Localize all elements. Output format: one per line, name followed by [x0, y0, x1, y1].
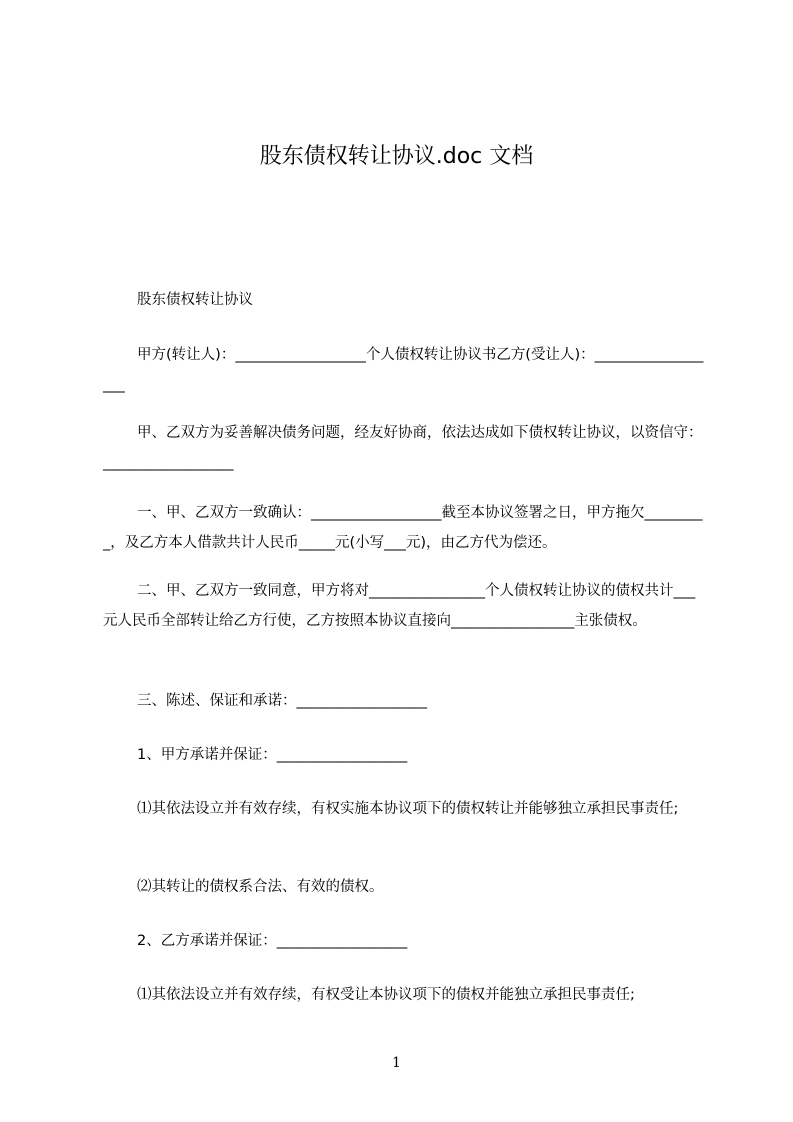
- paragraph-party-b-item-1: ⑴其依法设立并有效存续，有权受让本协议项下的债权并能独立承担民事责任;: [137, 987, 635, 1003]
- paragraph-party-b-promise: 2、乙方承诺并保证：__________________: [137, 933, 408, 949]
- paragraph-parties: 甲方(转让人)：__________________个人债权转让协议书乙方(受让人)：__________________: [103, 347, 704, 393]
- document-title: 股东债权转让协议.doc 文档: [259, 144, 534, 169]
- paragraph-party-a-item-2: ⑵其转让的债权系合法、有效的债权。: [137, 879, 384, 895]
- paragraph-heading: 股东债权转让协议: [137, 292, 253, 308]
- paragraph-clause-3: 三、陈述、保证和承诺：__________________: [137, 693, 427, 709]
- paragraph-party-a-item-1: ⑴其依法设立并有效存续，有权实施本协议项下的债权转让并能够独立承担民事责任;: [137, 801, 679, 817]
- page-number: 1: [392, 1055, 401, 1071]
- paragraph-clause-1: 一、甲、乙双方一致确认：__________________截至本协议签署之日，甲方拖欠_________，及乙方本人借款共计人民币_____元(小写___元)，由乙方代为偿还。: [103, 505, 703, 551]
- paragraph-party-a-promise: 1、甲方承诺并保证：__________________: [137, 747, 408, 763]
- paragraph-clause-2: 二、甲、乙双方一致同意，甲方将对________________个人债权转让协议的债权共计___元人民币全部转让给乙方行使，乙方按照本协议直接向_________________主张债权。: [103, 583, 696, 629]
- paragraph-intro: 甲、乙双方为妥善解决债务问题，经友好协商，依法达成如下债权转让协议，以资信守：__________________: [103, 425, 703, 471]
